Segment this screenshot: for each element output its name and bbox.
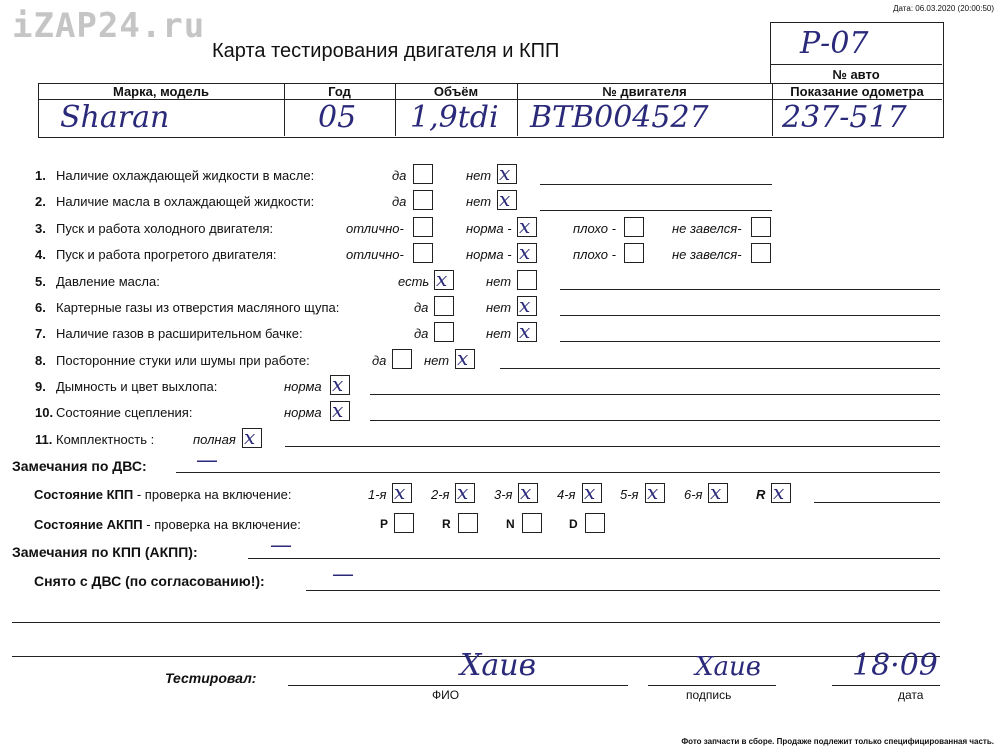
option-label: нет bbox=[486, 300, 512, 315]
comment-line bbox=[370, 420, 940, 421]
option-label: плохо - bbox=[573, 247, 616, 262]
remarks-gearbox-line bbox=[248, 558, 940, 559]
checkbox-coolant-in-oil-no[interactable] bbox=[497, 161, 517, 185]
checkbox-gear-4[interactable] bbox=[582, 480, 602, 504]
checkbox-expansion-tank-no[interactable] bbox=[517, 319, 537, 343]
comment-line bbox=[560, 315, 940, 316]
item-label-noises: Посторонние стуки или шумы при работе: bbox=[56, 353, 310, 368]
checkbox-oil-in-coolant-yes[interactable] bbox=[413, 190, 433, 210]
checkbox-expansion-tank-yes[interactable] bbox=[434, 322, 454, 342]
gear-label: N bbox=[506, 517, 515, 531]
checkbox-cold-start-bad[interactable] bbox=[624, 217, 644, 237]
check-mark: x bbox=[457, 480, 469, 504]
checkbox-gear-reverse[interactable] bbox=[771, 480, 791, 504]
check-mark: x bbox=[519, 240, 531, 264]
value-make-model: Sharan bbox=[60, 100, 170, 135]
item-label-crankcase-gases: Картерные газы из отверстия масляного щупа: bbox=[56, 300, 340, 315]
option-label: нет bbox=[466, 194, 492, 209]
header-volume: Объём bbox=[433, 84, 479, 99]
check-mark: x bbox=[584, 480, 596, 504]
gear-label: P bbox=[380, 517, 389, 531]
checkbox-crankcase-gases-no[interactable] bbox=[517, 293, 537, 317]
checkbox-oil-pressure-yes[interactable] bbox=[434, 267, 454, 291]
item-label-oil-pressure: Давление масла: bbox=[56, 274, 160, 289]
check-mark: x bbox=[394, 480, 406, 504]
sign-line bbox=[648, 685, 776, 686]
item-label-clutch: Состояние сцепления: bbox=[56, 405, 193, 420]
checkbox-clutch-normal[interactable] bbox=[330, 398, 350, 422]
auto-number-value: Р-07 bbox=[800, 26, 869, 61]
checkbox-warm-start-excellent[interactable] bbox=[413, 243, 433, 263]
item-number: 9. bbox=[35, 379, 46, 394]
auto-number-label: № авто bbox=[832, 67, 880, 82]
tested-by-label: Тестировал: bbox=[165, 670, 257, 686]
gear-label: R bbox=[442, 517, 451, 531]
item-label-completeness: Комплектность : bbox=[56, 432, 155, 447]
comment-line bbox=[560, 289, 940, 290]
item-number: 1. bbox=[35, 168, 46, 183]
checkbox-oil-in-coolant-no[interactable] bbox=[497, 187, 517, 211]
option-label: отлично- bbox=[346, 247, 404, 262]
date-line bbox=[832, 685, 940, 686]
value-volume: 1,9tdi bbox=[410, 100, 499, 135]
fio-line bbox=[288, 685, 628, 686]
option-label: есть bbox=[398, 274, 430, 289]
item-number: 10. bbox=[35, 405, 54, 420]
checkbox-akpp-n[interactable] bbox=[522, 513, 542, 533]
footer-note: Фото запчасти в сборе. Продаже подлежит только специфицированная часть. bbox=[681, 737, 994, 746]
checkbox-gear-1[interactable] bbox=[392, 480, 412, 504]
option-label: норма bbox=[284, 405, 322, 420]
header-make-model: Марка, модель bbox=[112, 84, 210, 99]
comment-line bbox=[560, 341, 940, 342]
tester-signature: Хаив bbox=[695, 652, 761, 682]
check-mark: x bbox=[499, 187, 511, 211]
remarks-engine-value: — bbox=[196, 448, 218, 473]
akpp-label bbox=[34, 517, 301, 532]
remarks-engine-line bbox=[176, 472, 940, 473]
check-mark: x bbox=[710, 480, 722, 504]
checkbox-gear-6[interactable] bbox=[708, 480, 728, 504]
option-label: норма - bbox=[466, 247, 512, 262]
checkbox-akpp-r[interactable] bbox=[458, 513, 478, 533]
option-label: да bbox=[392, 168, 407, 183]
remarks-engine-label: Замечания по ДВС: bbox=[12, 458, 147, 474]
comment-line bbox=[285, 446, 940, 447]
option-label: нет bbox=[486, 326, 512, 341]
item-number: 8. bbox=[35, 353, 46, 368]
gear-label: R bbox=[756, 487, 766, 502]
item-number: 2. bbox=[35, 194, 46, 209]
checkbox-noises-no[interactable] bbox=[455, 346, 475, 370]
logo-watermark: iZAP24.ru bbox=[12, 6, 206, 46]
comment-line bbox=[540, 210, 772, 211]
option-label: отлично- bbox=[346, 221, 404, 236]
comment-line bbox=[370, 394, 940, 395]
remarks-gearbox-label: Замечания по КПП (АКПП): bbox=[12, 544, 198, 560]
remarks-gearbox-value: — bbox=[270, 533, 292, 558]
header-engine-number: № двигателя bbox=[602, 84, 687, 99]
blank-line bbox=[12, 622, 940, 623]
check-mark: x bbox=[773, 480, 785, 504]
removed-line bbox=[306, 590, 940, 591]
value-year: 05 bbox=[318, 100, 357, 135]
comment-line bbox=[814, 502, 940, 503]
comment-line bbox=[540, 184, 772, 185]
item-label-oil-in-coolant: Наличие масла в охлаждающей жидкости: bbox=[56, 194, 315, 209]
item-label-coolant-in-oil: Наличие охлаждающей жидкости в масле: bbox=[56, 168, 315, 183]
removed-label: Снято с ДВС (по согласованию!): bbox=[34, 573, 265, 589]
option-label: да bbox=[392, 194, 407, 209]
item-number: 6. bbox=[35, 300, 46, 315]
option-label: нет bbox=[424, 353, 450, 368]
checkbox-completeness-full[interactable] bbox=[242, 425, 262, 449]
gear-label: 1-я bbox=[368, 487, 387, 502]
checkbox-oil-pressure-no[interactable] bbox=[517, 270, 537, 290]
date-stamp: Дата: 06.03.2020 (20:00:50) bbox=[893, 4, 994, 13]
item-label-warm-start: Пуск и работа прогретого двигателя: bbox=[56, 247, 277, 262]
checkbox-cold-start-no-start[interactable] bbox=[751, 217, 771, 237]
option-label: да bbox=[372, 353, 387, 368]
checkbox-warm-start-normal[interactable] bbox=[517, 240, 537, 264]
option-label: нет bbox=[486, 274, 512, 289]
option-label: не завелся- bbox=[672, 247, 742, 262]
header-odometer: Показание одометра bbox=[790, 84, 924, 99]
kpp-label-suffix: - проверка на включение: bbox=[133, 487, 292, 502]
checkbox-gear-2[interactable] bbox=[455, 480, 475, 504]
checkbox-crankcase-gases-yes[interactable] bbox=[434, 296, 454, 316]
check-mark: x bbox=[244, 425, 256, 449]
check-mark: x bbox=[457, 346, 469, 370]
checkbox-exhaust-normal[interactable] bbox=[330, 372, 350, 396]
checkbox-warm-start-bad[interactable] bbox=[624, 243, 644, 263]
option-label: да bbox=[414, 300, 429, 315]
auto-number-divider bbox=[770, 64, 942, 65]
akpp-label-suffix: - проверка на включение: bbox=[142, 517, 301, 532]
check-mark: x bbox=[332, 372, 344, 396]
date-label: дата bbox=[898, 688, 924, 702]
check-mark: x bbox=[499, 161, 511, 185]
header-year: Год bbox=[328, 84, 351, 99]
option-label: да bbox=[414, 326, 429, 341]
checkbox-warm-start-no-start[interactable] bbox=[751, 243, 771, 263]
item-label-exhaust: Дымность и цвет выхлопа: bbox=[56, 379, 218, 394]
checkbox-noises-yes[interactable] bbox=[392, 349, 412, 369]
check-mark: x bbox=[519, 319, 531, 343]
gear-label: 6-я bbox=[684, 487, 703, 502]
value-odometer: 237-517 bbox=[782, 100, 907, 135]
option-label: норма bbox=[284, 379, 322, 394]
akpp-label-bold: Состояние АКПП bbox=[34, 517, 143, 532]
gear-label: 5-я bbox=[620, 487, 639, 502]
check-mark: x bbox=[436, 267, 448, 291]
option-label: плохо - bbox=[573, 221, 616, 236]
page-title: Карта тестирования двигателя и КПП bbox=[212, 40, 560, 62]
option-label: полная bbox=[193, 432, 236, 447]
item-label-expansion-tank-gases: Наличие газов в расширительном бачке: bbox=[56, 326, 303, 341]
checkbox-cold-start-normal[interactable] bbox=[517, 214, 537, 238]
item-number: 7. bbox=[35, 326, 46, 341]
option-label: не завелся- bbox=[672, 221, 742, 236]
item-number: 5. bbox=[35, 274, 46, 289]
comment-line bbox=[500, 368, 940, 369]
value-engine-number: BTB004527 bbox=[530, 100, 709, 135]
check-mark: x bbox=[332, 398, 344, 422]
sign-label: подпись bbox=[686, 688, 732, 702]
item-number: 11. bbox=[35, 432, 53, 447]
kpp-label-bold: Состояние КПП bbox=[34, 487, 134, 502]
gear-label: D bbox=[569, 517, 578, 531]
tester-name: Хаив bbox=[460, 648, 537, 683]
item-number: 3. bbox=[35, 221, 46, 236]
checkbox-cold-start-excellent[interactable] bbox=[413, 217, 433, 237]
removed-value: — bbox=[332, 562, 354, 587]
test-date: 18·09 bbox=[852, 648, 938, 683]
item-label-cold-start: Пуск и работа холодного двигателя: bbox=[56, 221, 274, 236]
checkbox-gear-3[interactable] bbox=[518, 480, 538, 504]
item-number: 4. bbox=[35, 247, 46, 262]
checkbox-coolant-in-oil-yes[interactable] bbox=[413, 164, 433, 184]
kpp-label bbox=[34, 487, 291, 502]
checkbox-gear-5[interactable] bbox=[645, 480, 665, 504]
check-mark: x bbox=[647, 480, 659, 504]
fio-label: ФИО bbox=[432, 688, 460, 702]
gear-label: 3-я bbox=[494, 487, 513, 502]
checkbox-akpp-p[interactable] bbox=[394, 513, 414, 533]
check-mark: x bbox=[519, 293, 531, 317]
gear-label: 2-я bbox=[431, 487, 450, 502]
option-label: нет bbox=[466, 168, 492, 183]
check-mark: x bbox=[519, 214, 531, 238]
checkbox-akpp-d[interactable] bbox=[585, 513, 605, 533]
gear-label: 4-я bbox=[557, 487, 576, 502]
option-label: норма - bbox=[466, 221, 512, 236]
check-mark: x bbox=[520, 480, 532, 504]
